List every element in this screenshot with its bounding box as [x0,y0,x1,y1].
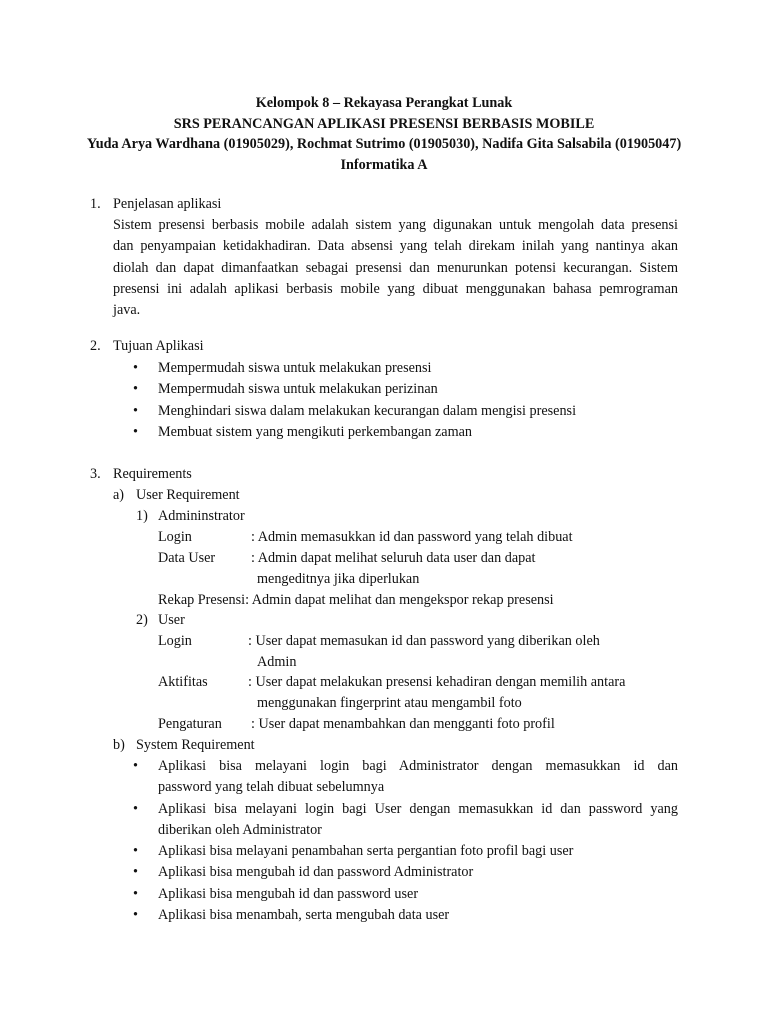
bullet-dot: • [133,800,138,817]
system-requirement-list [90,756,678,926]
subsection-title: System Requirement [136,737,255,753]
section-title: Tujuan Aplikasi [113,338,204,354]
field-label-pengaturan: Pengaturan [158,716,222,732]
field-label-login: Login [158,633,192,649]
paragraph-line: java. [113,302,141,319]
list-item-line: Aplikasi bisa mengubah id dan password Administrator [158,864,474,881]
field-desc-login-cont: Admin [257,654,297,670]
field-desc-aktifitas: : User dapat melakukan presensi kehadiran dengan memilih antara [248,674,626,690]
list-item: • Mempermudah siswa untuk melakukan perizinan [90,379,678,400]
subsection-label: a) [113,487,125,503]
list-item: • Menghindari siswa dalam melakukan kecurangan dalam mengisi presensi [90,401,678,422]
field-rekap-presensi: Rekap Presensi: Admin dapat melihat dan mengekspor rekap presensi [158,592,554,608]
field-desc-data-user-cont: mengeditnya jika diperlukan [257,571,420,587]
list-item-line: Aplikasi bisa melayani login bagi Administrator dengan memasukkan id dan [158,758,678,774]
section-title: Requirements [113,466,192,482]
subsection-label: b) [113,737,125,753]
header-group-course: Kelompok 8 – Rekayasa Perangkat Lunak [255,95,513,111]
list-item [90,799,678,842]
document-header [0,93,768,175]
header-class: Informatika A [340,156,428,173]
list-item [90,841,678,862]
paragraph-line: Sistem presensi berbasis mobile adalah sistem yang digunakan untuk mengolah data presensi [113,217,678,233]
list-item [90,862,678,883]
bullet-list [90,358,678,443]
subsection-title: User Requirement [136,487,240,503]
subitem-number: 2) [136,612,148,628]
list-item [90,905,678,926]
subitem-title: Admininstrator [158,508,245,524]
bullet-dot: • [133,907,138,924]
field-label-data-user: Data User [158,550,216,566]
bullet-dot: • [133,864,138,881]
list-item-line: Aplikasi bisa menambah, serta mengubah data user [158,907,450,924]
field-desc-aktifitas-cont: menggunakan fingerprint atau mengambil foto [257,695,522,711]
list-item-line: Aplikasi bisa mengubah id dan password user [158,885,419,902]
list-item-line: Aplikasi bisa melayani login bagi User dengan memasukkan id dan password yang [158,800,678,817]
bullet-dot: • [133,843,138,860]
field-desc-pengaturan: : User dapat menambahkan dan mengganti foto profil [251,716,555,732]
field-desc-login: : User dapat memasukan id dan password yang diberikan oleh [248,633,600,649]
bullet-dot: • [133,885,138,902]
subitem-title: User [158,612,185,628]
bullet-dot: • [133,758,138,774]
list-item-line: password yang telah dibuat sebelumnya [158,779,385,796]
field-desc-login: : Admin memasukkan id dan password yang telah dibuat [251,529,573,545]
section-paragraph [113,215,678,321]
header-authors: Yuda Arya Wardhana (01905029), Rochmat Sutrimo (01905030), Nadifa Gita Salsabila (01905047) [86,136,682,152]
field-label-aktifitas: Aktifitas [158,674,208,690]
section-number: 2. [90,338,101,354]
list-item: • Mempermudah siswa untuk melakukan presensi [90,358,678,379]
paragraph-line: presensi ini adalah aplikasi berbasis mobile yang dibuat menggunakan bahasa pemrograman [113,280,678,297]
list-item-line: diberikan oleh Administrator [158,821,322,838]
paragraph-line: dan penyampaian ketidakhadiran. Data absensi yang telah direkam inilah yang nantinya akan [113,238,678,255]
list-item-line: Aplikasi bisa melayani penambahan serta pergantian foto profil bagi user [158,843,574,860]
list-item [90,756,678,799]
subitem-number: 1) [136,508,148,524]
header-title: SRS PERANCANGAN APLIKASI PRESENSI BERBASIS MOBILE [173,115,595,132]
paragraph-line: diolah dan dapat dimanfaatkan sebagai presensi dan menurunkan potensi kecurangan. Sistem [113,259,678,276]
field-desc-data-user: : Admin dapat melihat seluruh data user dan dapat [251,550,536,566]
list-item [90,884,678,905]
list-item: • Membuat sistem yang mengikuti perkembangan zaman [90,422,678,443]
section-title: Penjelasan aplikasi [113,196,222,212]
section-number: 3. [90,466,101,482]
section-number: 1. [90,196,101,212]
field-label-login: Login [158,529,192,545]
